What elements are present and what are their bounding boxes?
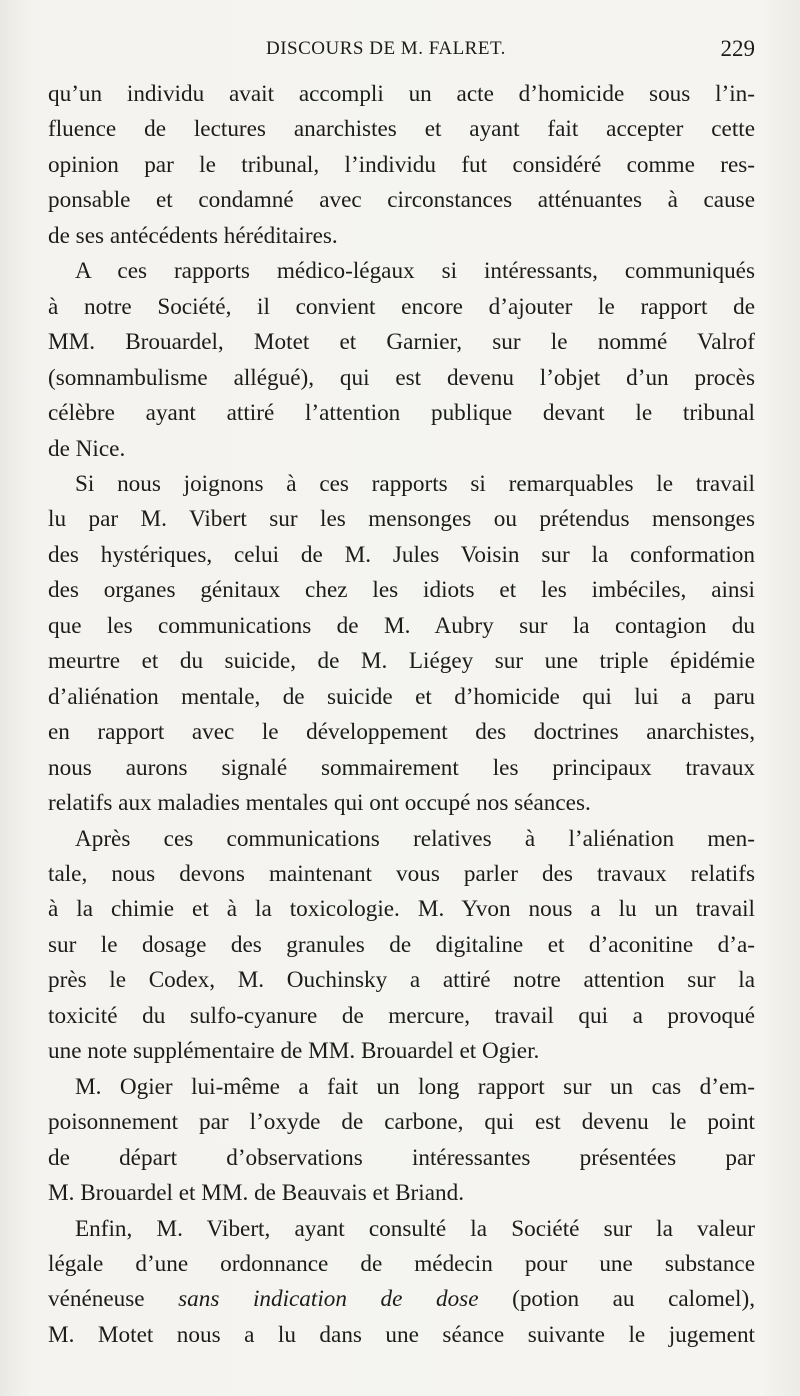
text-line: que les communications de M. Aubry sur la contagion du [48, 612, 755, 639]
text-line: poisonnement par l’oxyde de carbone, qui est devenu le point [48, 1109, 755, 1136]
text-line: à la chimie et à la toxicologie. M. Yvon nous a lu un travail [48, 896, 755, 923]
text-line: de départ d’observations intéressantes présentées par [48, 1144, 755, 1171]
text-line: M. Ogier lui-même a fait un long rapport sur un cas d’em- [75, 1073, 755, 1100]
text-line: toxicité du sulfo-cyanure de mercure, travail qui a provoqué [48, 1002, 755, 1029]
text-line: nous aurons signalé sommairement les principaux travaux [48, 754, 755, 781]
text-line: des organes génitaux chez les idiots et les imbéciles, ainsi [48, 577, 755, 604]
text-line: une note supplémentaire de MM. Brouardel et Ogier. [48, 1038, 540, 1065]
paragraph [48, 822, 755, 1070]
text-line: à notre Société, il convient encore d’ajouter le rapport de [48, 293, 755, 320]
text-segment: vénéneuse [48, 1286, 179, 1313]
text-line: A ces rapports médico-légaux si intéressants, communiqués [75, 258, 755, 285]
paragraph [48, 1212, 755, 1354]
text-line: fluence de lectures anarchistes et ayant fait accepter cette [48, 116, 755, 143]
text-segment: (potion au calomel), [512, 1286, 756, 1313]
text-line: sur le dosage des granules de digitaline et d’aconitine d’a- [48, 931, 755, 958]
text-line: ponsable et condamné avec circonstances atténuantes à cause [48, 187, 755, 214]
text-line: opinion par le tribunal, l’individu fut considéré comme res- [48, 151, 755, 178]
text-line: d’aliénation mentale, de suicide et d’homicide qui lui a paru [48, 683, 755, 710]
text-line: qu’un individu avait accompli un acte d’homicide sous l’in- [48, 81, 755, 107]
text-line: Enfin, M. Vibert, ayant consulté la Société sur la valeur [75, 1215, 755, 1242]
page-number: 229 [720, 36, 755, 61]
text-line: près le Codex, M. Ouchinsky a attiré notre attention sur la [48, 967, 755, 994]
text-line: lu par M. Vibert sur les mensonges ou prétendus mensonges [48, 506, 755, 533]
paragraph [48, 254, 755, 467]
text-line: relatifs aux maladies mentales qui ont occupé nos séances. [48, 790, 591, 817]
text-line: des hystériques, celui de M. Jules Voisin sur la conformation [48, 541, 755, 568]
text-line: de ses antécédents héréditaires. [48, 222, 338, 249]
text-line-mixed [48, 1282, 755, 1317]
text-line: (somnambulisme allégué), qui est devenu l’objet d’un procès [48, 364, 755, 391]
text-line: M. Brouardel et MM. de Beauvais et Briand. [48, 1180, 464, 1207]
text-line: meurtre et du suicide, de M. Liégey sur une triple épidémie [48, 648, 755, 675]
text-line: M. Motet nous a lu dans une séance suivante le jugement [48, 1321, 755, 1348]
running-title: DISCOURS DE M. FALRET. [266, 38, 506, 59]
italic-phrase: sans indication de dose [178, 1286, 479, 1313]
text-line: Après ces communications relatives à l’aliénation men- [75, 825, 755, 852]
text-line: légale d’une ordonnance de médecin pour une substance [48, 1250, 755, 1277]
body-text [48, 77, 755, 1353]
text-line: de Nice. [48, 435, 126, 462]
text-line: célèbre ayant attiré l’attention publique devant le tribunal [48, 400, 755, 427]
page-header [0, 36, 800, 72]
text-line: tale, nous devons maintenant vous parler des travaux relatifs [48, 860, 755, 887]
paragraph [48, 77, 755, 254]
text-line: en rapport avec le développement des doctrines anarchistes, [48, 719, 755, 746]
text-line: Si nous joignons à ces rapports si remarquables le travail [75, 470, 755, 497]
paragraph [48, 467, 755, 822]
text-line: MM. Brouardel, Motet et Garnier, sur le nommé Valrof [48, 329, 755, 356]
paragraph [48, 1070, 755, 1212]
